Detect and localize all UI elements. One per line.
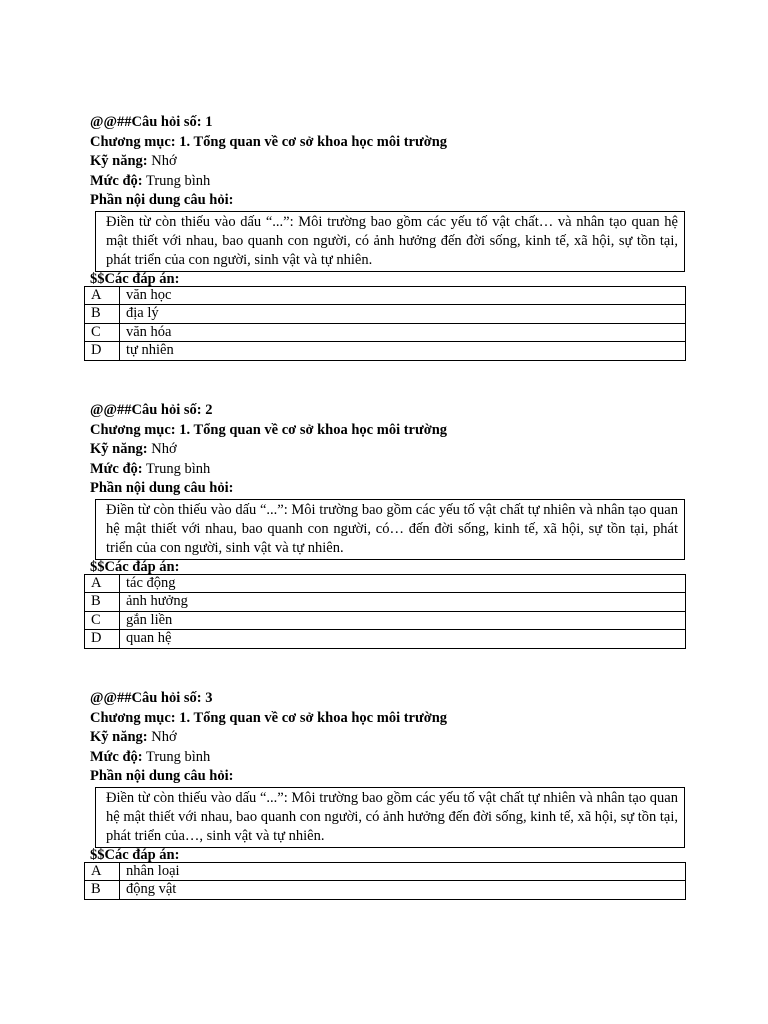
level-label: Mức độ:: [90, 748, 143, 765]
answer-text: tự nhiên: [120, 342, 686, 361]
answer-key: A: [85, 286, 120, 305]
skill-value: Nhớ: [151, 441, 177, 457]
answer-row: [85, 305, 686, 324]
answer-row: [85, 611, 686, 630]
answer-text: văn học: [120, 286, 686, 305]
answer-row: [85, 862, 686, 881]
answer-key: D: [85, 342, 120, 361]
content-label: Phần nội dung câu hỏi:: [90, 480, 234, 496]
answer-key: C: [85, 323, 120, 342]
level-value: Trung bình: [145, 748, 211, 765]
question-title: @@##Câu hỏi số: 2: [90, 402, 213, 418]
answer-row: [85, 323, 686, 342]
level-line: [90, 172, 686, 192]
level-line: [90, 748, 686, 768]
answer-key: A: [85, 574, 120, 593]
answer-row: [85, 342, 686, 361]
answers-table: [84, 862, 686, 900]
answer-row: [85, 881, 686, 900]
answer-key: B: [85, 593, 120, 612]
answers-label: $$Các đáp án:: [90, 270, 180, 287]
content-label: Phần nội dung câu hỏi:: [90, 192, 234, 208]
chapter-value: 1. Tổng quan về cơ sở khoa học môi trường: [179, 421, 448, 438]
level-label: Mức độ:: [90, 460, 143, 477]
answer-text: quan hệ: [120, 630, 686, 649]
skill-label: Kỹ năng:: [90, 153, 148, 169]
skill-label: Kỹ năng:: [90, 441, 148, 457]
question-block: [90, 401, 686, 649]
answer-key: D: [85, 630, 120, 649]
answer-text: văn hóa: [120, 323, 686, 342]
answer-key: A: [85, 862, 120, 881]
skill-line: [90, 440, 686, 460]
chapter-line: [90, 709, 686, 729]
answer-row: [85, 574, 686, 593]
skill-label: Kỹ năng:: [90, 729, 148, 745]
answers-label: $$Các đáp án:: [90, 846, 180, 863]
skill-line: [90, 152, 686, 172]
question-content: Điền từ còn thiếu vào dấu “...”: Môi trường bao gồm các yếu tố vật chất tự nhiên và nhân tạo quan hệ mật thiết với nhau, bao quanh con người, có ảnh hưởng đến đời sống, kinh tế, xã hội, sự tồn tại, phát triển của…, sinh vật và tự nhiên.: [95, 787, 685, 848]
question-title: @@##Câu hỏi số: 1: [90, 114, 213, 130]
answer-text: động vật: [120, 881, 686, 900]
answer-row: [85, 593, 686, 612]
answer-text: địa lý: [120, 305, 686, 324]
answer-text: nhân loại: [120, 862, 686, 881]
answer-text: tác động: [120, 574, 686, 593]
question-content: Điền từ còn thiếu vào dấu “...”: Môi trường bao gồm các yếu tố vật chất tự nhiên và nhân tạo quan hệ mật thiết với nhau, bao quanh con người, có… đến đời sống, kinh tế, xã hội, sự tồn tại, phát triển của con người, sinh vật và tự nhiên.: [95, 499, 685, 560]
chapter-value: 1. Tổng quan về cơ sở khoa học môi trường: [179, 133, 448, 150]
skill-line: [90, 728, 686, 748]
answer-key: B: [85, 305, 120, 324]
answer-text: ảnh hưởng: [120, 593, 686, 612]
chapter-label: Chương mục:: [90, 421, 176, 438]
chapter-line: [90, 133, 686, 153]
level-line: [90, 460, 686, 480]
skill-value: Nhớ: [151, 729, 177, 745]
answer-key: C: [85, 611, 120, 630]
answer-key: B: [85, 881, 120, 900]
question-block: [90, 689, 686, 900]
question-block: [90, 113, 686, 361]
chapter-label: Chương mục:: [90, 133, 176, 150]
chapter-line: [90, 421, 686, 441]
answers-table: [84, 574, 686, 649]
question-content: Điền từ còn thiếu vào dấu “...”: Môi trường bao gồm các yếu tố vật chất… và nhân tạo quan hệ mật thiết với nhau, bao quanh con người, có ảnh hưởng đến đời sống, kinh tế, xã hội, sự tồn tại, phát triển của con người, sinh vật và tự nhiên.: [95, 211, 685, 272]
skill-value: Nhớ: [151, 153, 177, 169]
answers-label: $$Các đáp án:: [90, 558, 180, 575]
answers-table: [84, 286, 686, 361]
level-value: Trung bình: [145, 172, 211, 189]
chapter-value: 1. Tổng quan về cơ sở khoa học môi trường: [179, 709, 448, 726]
answer-text: gắn liền: [120, 611, 686, 630]
chapter-label: Chương mục:: [90, 709, 176, 726]
answer-row: [85, 630, 686, 649]
answer-row: [85, 286, 686, 305]
level-label: Mức độ:: [90, 172, 143, 189]
question-title: @@##Câu hỏi số: 3: [90, 690, 213, 706]
level-value: Trung bình: [145, 460, 211, 477]
content-label: Phần nội dung câu hỏi:: [90, 768, 234, 784]
